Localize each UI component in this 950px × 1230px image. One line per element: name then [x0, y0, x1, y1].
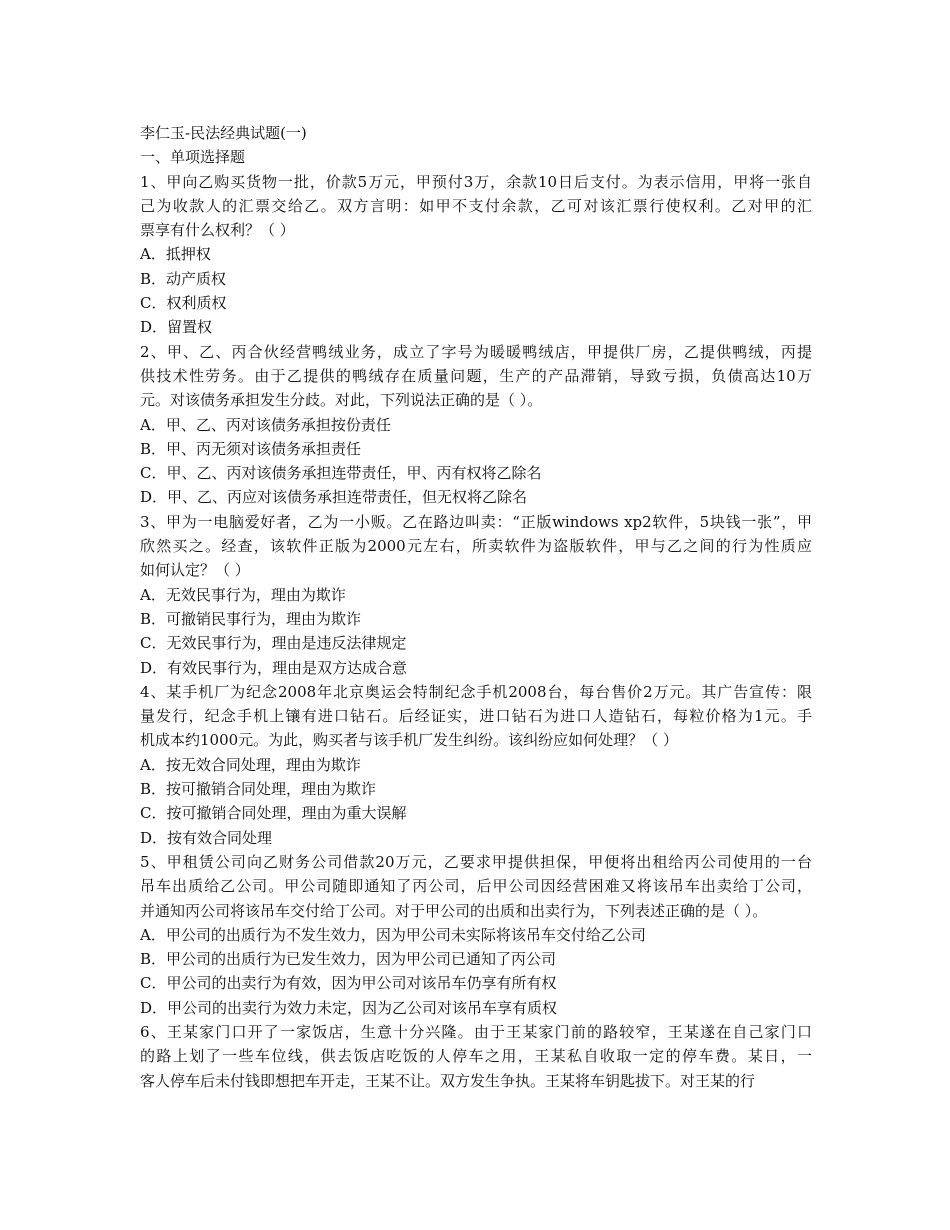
question-stem-line: 4、某手机厂为纪念2008年北京奥运会特制纪念手机2008台，每台售价2万元。其广告宣传：限 [140, 682, 812, 701]
question-stem-line: 2、甲、乙、丙合伙经营鸭绒业务，成立了字号为暖暖鸭绒店，甲提供厂房，乙提供鸭绒，丙提 [140, 342, 812, 361]
answer-option: B．动产质权 [140, 269, 227, 288]
question-stem-line: 吊车出质给乙公司。甲公司随即通知了丙公司，后甲公司因经营困难又将该吊车出卖给丁公司， [140, 877, 812, 896]
answer-option: D．留置权 [140, 318, 213, 337]
question-block [140, 510, 812, 680]
answer-option: C．权利质权 [140, 294, 227, 313]
question-block [140, 170, 812, 340]
answer-option: D．甲公司的出卖行为效力未定，因为乙公司对该吊车享有质权 [140, 998, 558, 1017]
answer-option: A．甲、乙、丙对该债务承担按份责任 [140, 415, 391, 434]
answer-option: B．按可撤销合同处理，理由为欺诈 [140, 780, 377, 799]
question-block [140, 1020, 812, 1093]
question-stem-line: 3、甲为一电脑爱好者，乙为一小贩。乙在路边叫卖：“正版windows xp2软件，5块钱一张”，甲 [140, 512, 812, 531]
answer-option: B．甲、丙无须对该债务承担责任 [140, 439, 362, 458]
question-block [140, 680, 812, 850]
question-stem-line: 如何认定？（ ） [140, 561, 250, 580]
question-stem-line: 量发行，纪念手机上镶有进口钻石。后经证实，进口钻石为进口人造钻石，每粒价格为1元。手 [140, 707, 812, 726]
answer-option: A．抵押权 [140, 245, 211, 264]
question-stem-line: 元。对该债务承担发生分歧。对此，下列说法正确的是（ ）。 [140, 391, 543, 410]
question-stem-line: 票享有什么权利？（ ） [140, 221, 295, 240]
answer-option: B．可撤销民事行为，理由为欺诈 [140, 609, 362, 628]
answer-option: C．无效民事行为，理由是违反法律规定 [140, 634, 407, 653]
question-stem-line: 欣然买之。经查，该软件正版为2000元左右，所卖软件为盗版软件，甲与乙之间的行为性质应 [140, 537, 812, 556]
answer-option: B．甲公司的出质行为已发生效力，因为甲公司已通知了丙公司 [140, 950, 557, 969]
question-stem-line: 1、甲向乙购买货物一批，价款5万元，甲预付3万，余款10日后支付。为表示信用，甲将一张自 [140, 172, 812, 191]
question-list [140, 170, 812, 1093]
document-title: 李仁玉-民法经典试题(一) [140, 124, 307, 142]
answer-option: D．有效民事行为，理由是双方达成合意 [140, 658, 408, 677]
question-stem-line: 并通知丙公司将该吊车交付给丁公司。对于甲公司的出质和出卖行为，下列表述正确的是（ ）。 [140, 901, 768, 920]
question-stem-line: 客人停车后未付钱即想把车开走，王某不让。双方发生争执。王某将车钥匙拔下。对王某的行 [140, 1071, 756, 1090]
question-stem-line: 5、甲租赁公司向乙财务公司借款20万元，乙要求甲提供担保，甲便将出租给丙公司使用的一台 [140, 852, 812, 871]
question-stem-line: 供技术性劳务。由于乙提供的鸭绒存在质量问题，生产的产品滞销，导致亏损，负债高达10万 [140, 366, 812, 385]
answer-option: A．无效民事行为，理由为欺诈 [140, 585, 346, 604]
question-stem-line: 己为收款人的汇票交给乙。双方言明：如甲不支付余款，乙可对该汇票行使权利。乙对甲的汇 [140, 196, 812, 215]
answer-option: C．甲公司的出卖行为有效，因为甲公司对该吊车仍享有所有权 [140, 974, 557, 993]
question-block [140, 850, 812, 1020]
question-block [140, 340, 812, 510]
answer-option: D．按有效合同处理 [140, 828, 273, 847]
question-stem-line: 6、王某家门口开了一家饭店，生意十分兴隆。由于王某家门前的路较窄，王某遂在自己家门口 [140, 1022, 812, 1041]
answer-option: A．甲公司的出质行为不发生效力，因为甲公司未实际将该吊车交付给乙公司 [140, 925, 646, 944]
answer-option: C．按可撤销合同处理，理由为重大误解 [140, 804, 407, 823]
answer-option: A．按无效合同处理，理由为欺诈 [140, 755, 361, 774]
document-page [140, 121, 812, 1093]
question-stem-line: 的路上划了一些车位线，供去饭店吃饭的人停车之用，王某私自收取一定的停车费。某日，一 [140, 1047, 812, 1066]
answer-option: C．甲、乙、丙对该债务承担连带责任，甲、丙有权将乙除名 [140, 464, 542, 483]
question-stem-line: 机成本约1000元。为此，购买者与该手机厂发生纠纷。该纠纷应如何处理？（ ） [140, 731, 678, 750]
answer-option: D．甲、乙、丙应对该债务承担连带责任，但无权将乙除名 [140, 488, 528, 507]
section-heading: 一、单项选择题 [140, 148, 246, 167]
